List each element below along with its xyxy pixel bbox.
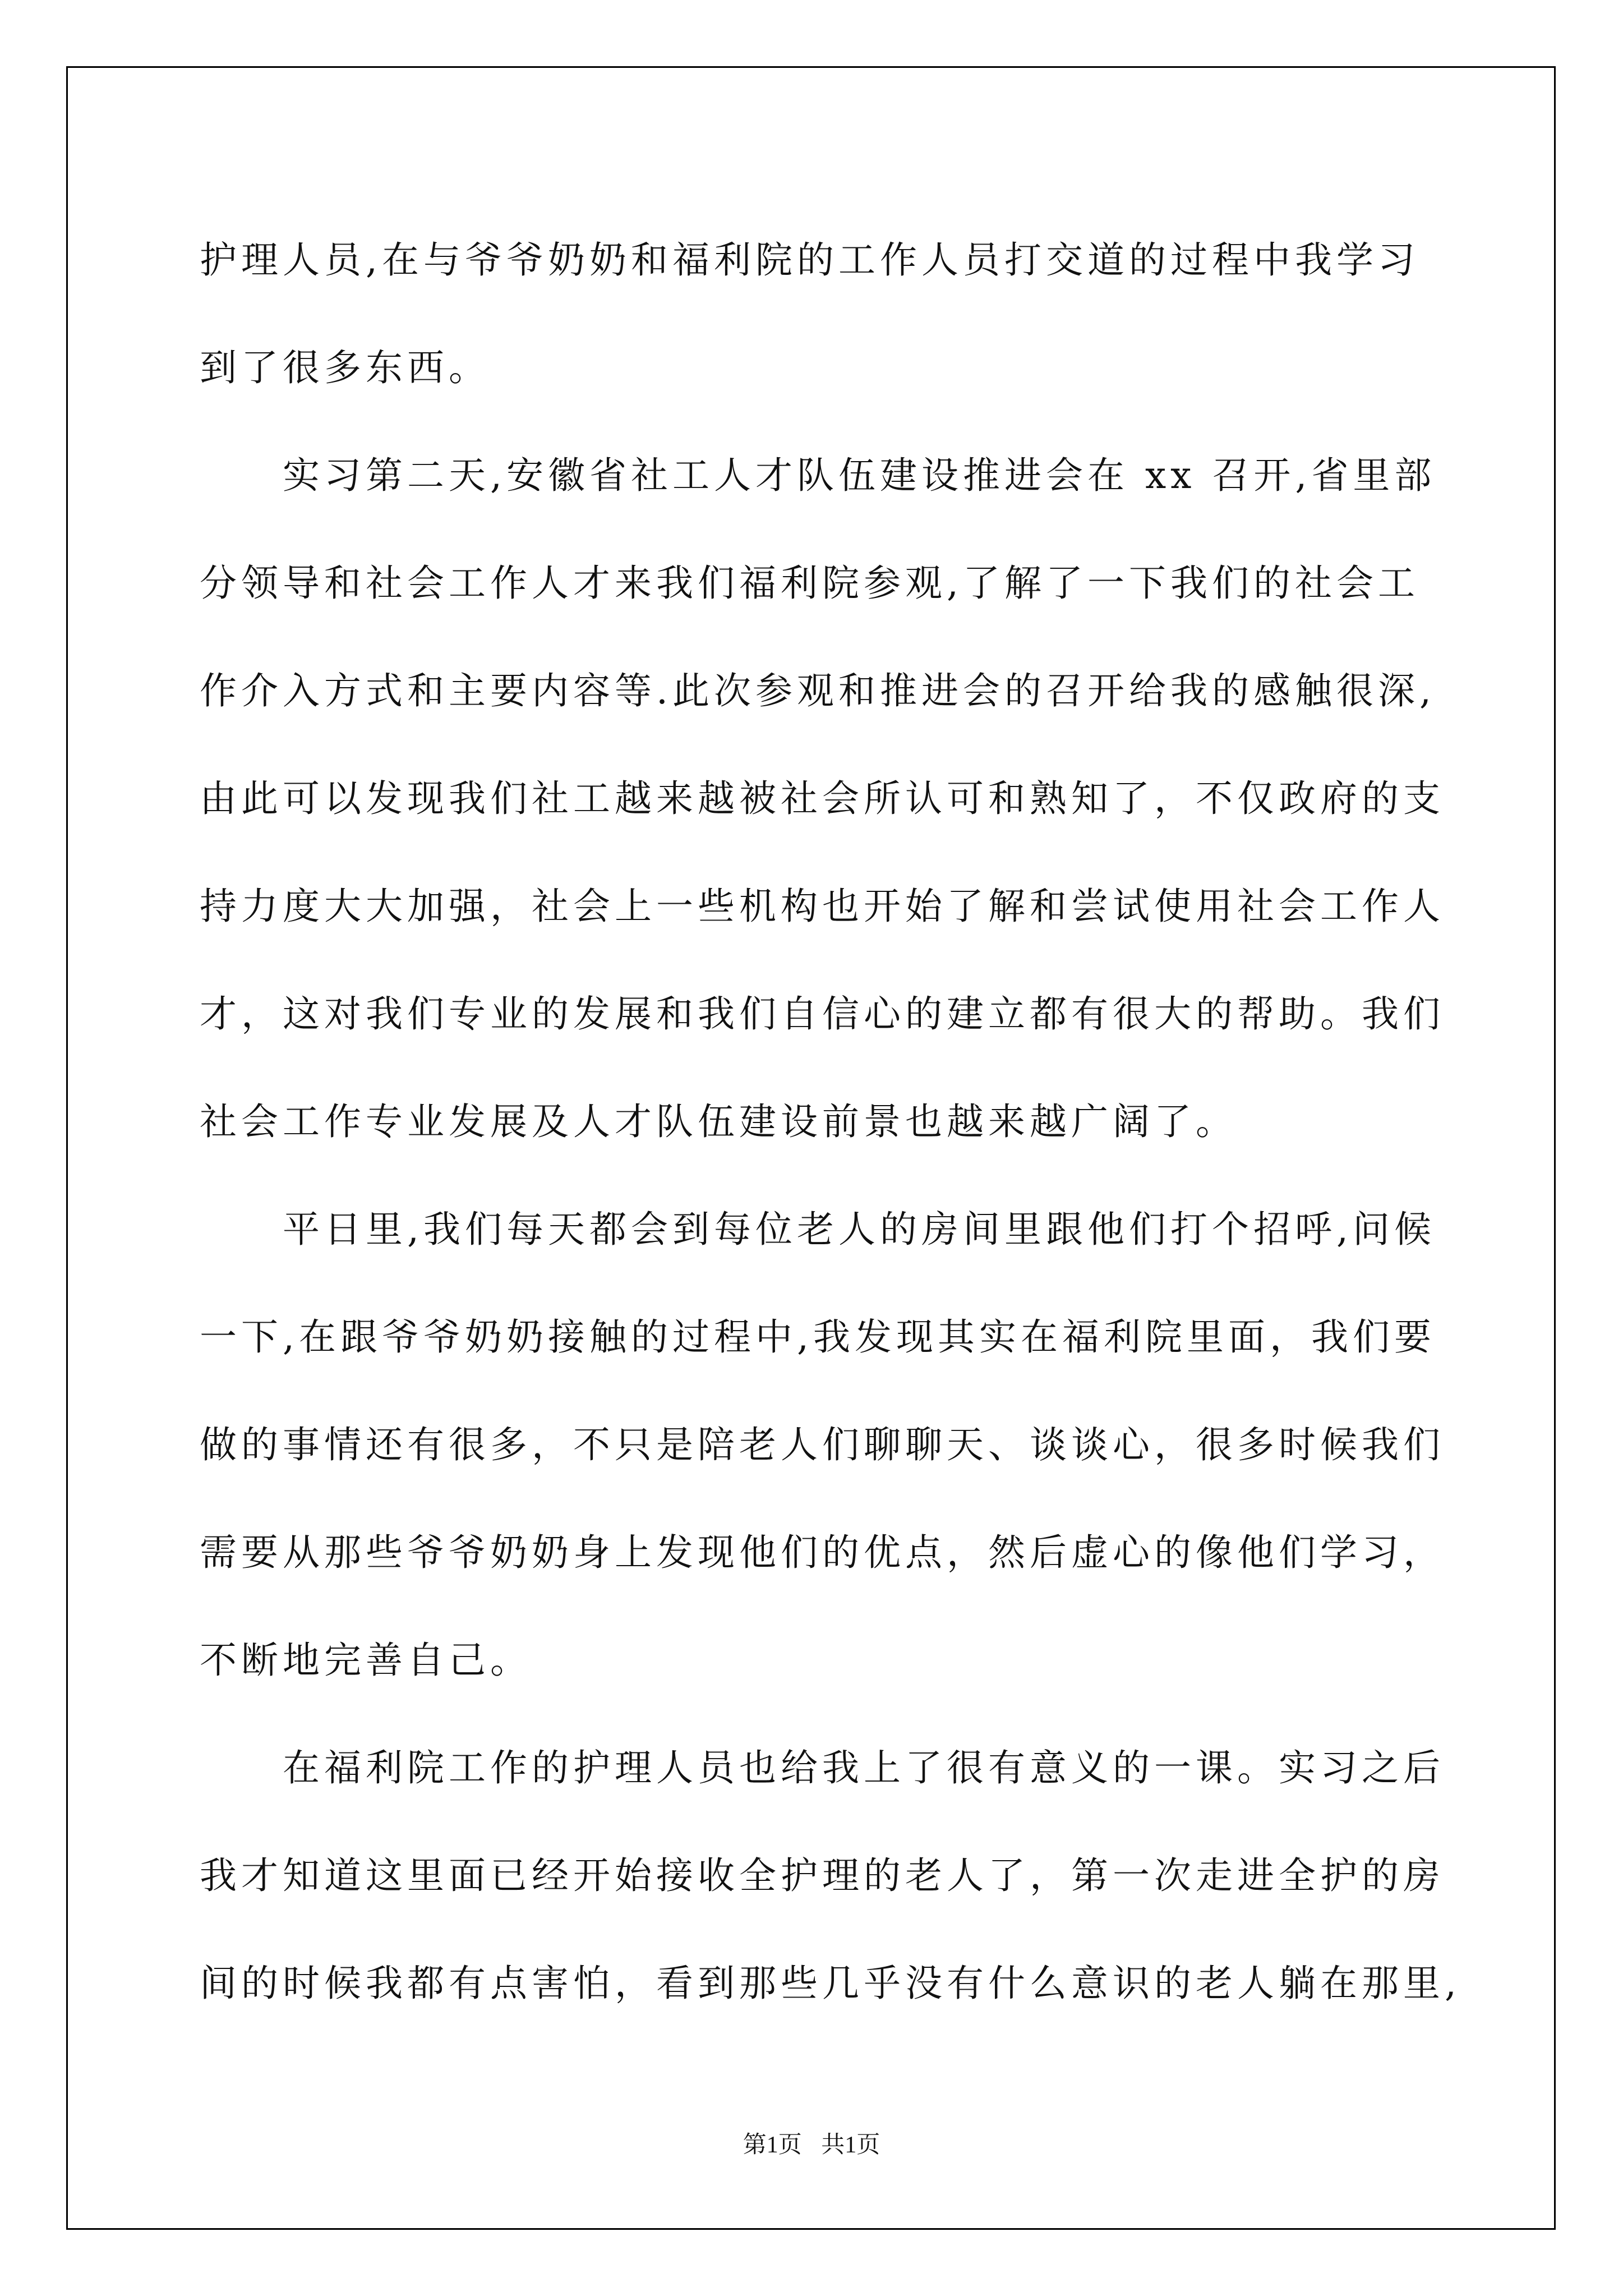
text-line: 我才知道这里面已经开始接收全护理的老人了，第一次走进全护的房 — [200, 1854, 1445, 1897]
text-line: 护理人员,在与爷爷奶奶和福利院的工作人员打交道的过程中我学习 — [200, 238, 1419, 282]
text-line: 一下,在跟爷爷奶奶接触的过程中,我发现其实在福利院里面，我们要 — [200, 1315, 1436, 1359]
text-line: 才，这对我们专业的发展和我们自信心的建立都有很大的帮助。我们 — [200, 992, 1445, 1036]
text-line: 间的时候我都有点害怕，看到那些几乎没有什么意识的老人躺在那里, — [200, 1962, 1461, 2005]
text-line: 需要从那些爷爷奶奶身上发现他们的优点，然后虚心的像他们学习， — [200, 1531, 1445, 1574]
text-line: 做的事情还有很多，不只是陪老人们聊聊天、谈谈心，很多时候我们 — [200, 1423, 1445, 1466]
document-body — [200, 206, 1461, 2037]
text-line: 持力度大大加强，社会上一些机构也开始了解和尝试使用社会工作人 — [200, 885, 1445, 928]
text-line: 由此可以发现我们社工越来越被社会所认可和熟知了，不仅政府的支 — [200, 777, 1445, 820]
text-line: 不断地完善自己。 — [200, 1639, 532, 1682]
text-line: 到了很多东西。 — [200, 346, 490, 389]
page-total: 共1页 — [821, 2132, 880, 2158]
text-line: 实习第二天,安徽省社工人才队伍建设推进会在 xx 召开,省里部 — [283, 454, 1436, 497]
text-line: 作介入方式和主要内容等.此次参观和推进会的召开给我的感触很深, — [200, 669, 1436, 712]
text-line: 平日里,我们每天都会到每位老人的房间里跟他们打个招呼,问候 — [283, 1208, 1436, 1251]
text-line: 在福利院工作的护理人员也给我上了很有意义的一课。实习之后 — [283, 1746, 1445, 1789]
page-number: 第1页 — [743, 2132, 802, 2158]
text-line: 分领导和社会工作人才来我们福利院参观,了解了一下我们的社会工 — [200, 562, 1419, 605]
page-footer — [0, 2126, 1623, 2160]
text-line: 社会工作专业发展及人才队伍建设前景也越来越广阔了。 — [200, 1100, 1237, 1143]
